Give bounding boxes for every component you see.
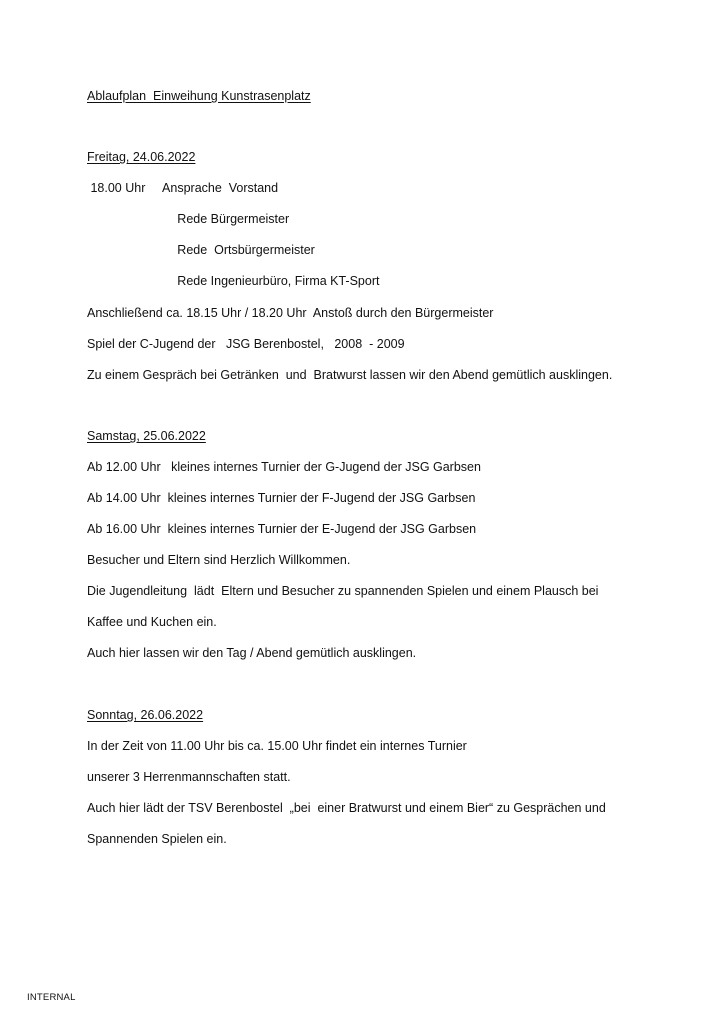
friday-heading: Freitag, 24.06.2022	[87, 150, 196, 164]
friday-line: Anschließend ca. 18.15 Uhr / 18.20 Uhr Anstoß durch den Bürgermeister	[87, 306, 494, 320]
friday-line: Rede Ingenieurbüro, Firma KT-Sport	[87, 274, 380, 288]
friday-line: Zu einem Gespräch bei Getränken und Bratwurst lassen wir den Abend gemütlich ausklingen.	[87, 368, 613, 382]
saturday-line: Ab 16.00 Uhr kleines internes Turnier der E-Jugend der JSG Garbsen	[87, 522, 477, 536]
sunday-line: unserer 3 Herrenmannschaften statt.	[87, 770, 291, 784]
saturday-heading: Samstag, 25.06.2022	[87, 429, 206, 443]
classification-label: INTERNAL	[27, 992, 76, 1003]
saturday-line: Auch hier lassen wir den Tag / Abend gemütlich ausklingen.	[87, 646, 417, 660]
saturday-line: Besucher und Eltern sind Herzlich Willkommen.	[87, 553, 351, 567]
friday-line: Rede Ortsbürgermeister	[87, 243, 315, 257]
saturday-line: Die Jugendleitung lädt Eltern und Besucher zu spannenden Spielen und einem Plausch bei	[87, 584, 599, 598]
friday-line: Rede Bürgermeister	[87, 212, 290, 226]
sunday-line: Spannenden Spielen ein.	[87, 832, 227, 846]
sunday-line: Auch hier lädt der TSV Berenbostel „bei einer Bratwurst und einem Bier“ zu Gesprächen und	[87, 801, 606, 815]
saturday-line: Ab 12.00 Uhr kleines internes Turnier der G-Jugend der JSG Garbsen	[87, 460, 481, 474]
sunday-line: In der Zeit von 11.00 Uhr bis ca. 15.00 Uhr findet ein internes Turnier	[87, 739, 467, 753]
saturday-line: Kaffee und Kuchen ein.	[87, 615, 217, 629]
saturday-line: Ab 14.00 Uhr kleines internes Turnier der F-Jugend der JSG Garbsen	[87, 491, 476, 505]
friday-line: 18.00 Uhr Ansprache Vorstand	[87, 181, 279, 195]
friday-line: Spiel der C-Jugend der JSG Berenbostel, 2008 - 2009	[87, 337, 405, 351]
document-title: Ablaufplan Einweihung Kunstrasenplatz	[87, 89, 311, 103]
sunday-heading: Sonntag, 26.06.2022	[87, 708, 204, 722]
